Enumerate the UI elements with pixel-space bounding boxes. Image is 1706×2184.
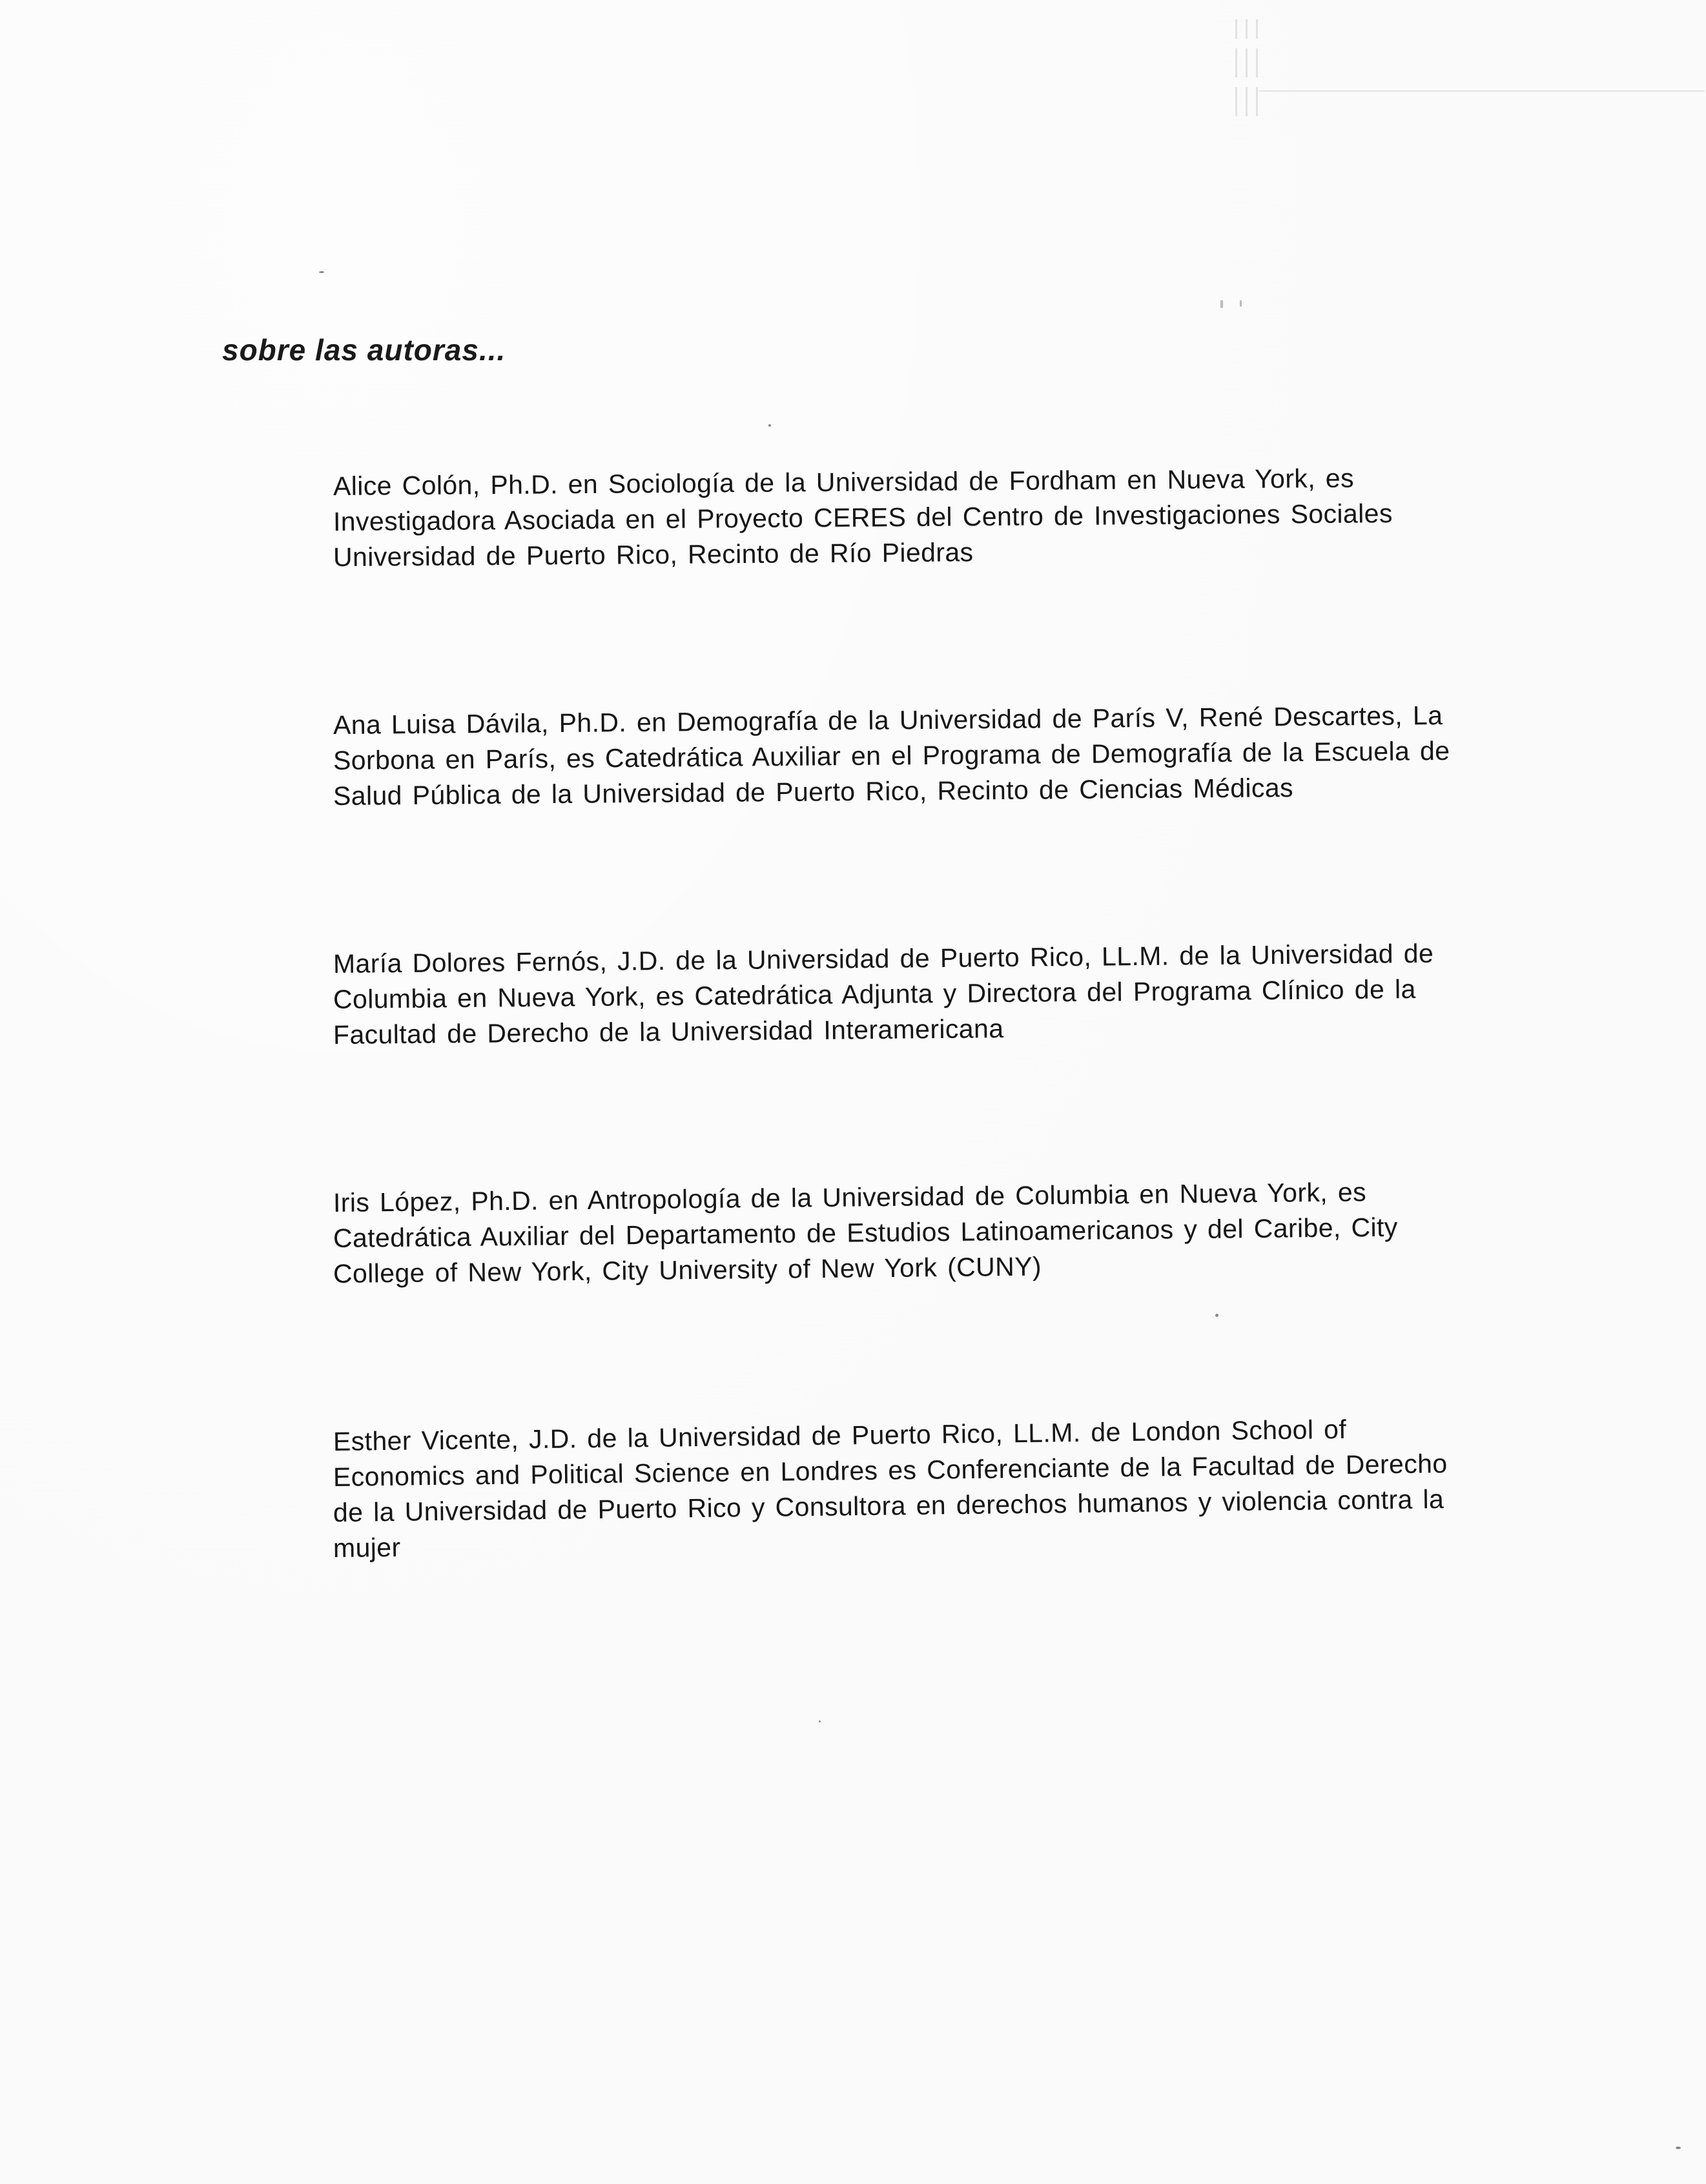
bio-line: Investigadora Asociada en el Proyecto CERES del Centro de Investigaciones Sociales: [333, 498, 1393, 536]
bio-line: Economics and Political Science en Londres es Conferenciante de la Facultad de Derecho: [333, 1448, 1448, 1492]
bio-line: Salud Pública de la Universidad de Puerto Rico, Recinto de Ciencias Médicas: [333, 773, 1294, 811]
bio-line: Universidad de Puerto Rico, Recinto de Río Piedras: [333, 537, 974, 572]
author-bios: [333, 463, 1528, 1699]
scan-speck: [1676, 2147, 1681, 2149]
bio-line: College of New York, City University of New York (CUNY): [333, 1251, 1042, 1289]
bio-paragraph: [333, 938, 1528, 1053]
bio-paragraph: [333, 1177, 1528, 1292]
bio-line: Esther Vicente, J.D. de la Universidad de Puerto Rico, LL.M. de London School of: [333, 1414, 1347, 1456]
bio-line: Columbia en Nueva York, es Catedrática Adjunta y Directora del Programa Clínico de la: [333, 974, 1416, 1014]
bio-line: Iris López, Ph.D. en Antropología de la Universidad de Columbia en Nueva York, es: [333, 1177, 1367, 1218]
bio-line: María Dolores Fernós, J.D. de la Universidad de Puerto Rico, LL.M. de la Universidad de: [333, 938, 1434, 979]
bio-line: mujer: [333, 1532, 401, 1563]
bio-line: Catedrática Auxiliar del Departamento de Estudios Latinoamericanos y del Caribe, City: [333, 1212, 1398, 1253]
bio-paragraph: [333, 463, 1528, 575]
bio-line: Facultad de Derecho de la Universidad Interamericana: [333, 1014, 1004, 1050]
scan-artifact: [1230, 19, 1269, 116]
bio-line: Alice Colón, Ph.D. en Sociología de la Universidad de Fordham en Nueva York, es: [333, 463, 1355, 501]
bio-paragraph: [333, 1414, 1528, 1566]
scan-speck: [319, 271, 324, 273]
bio-paragraph: [333, 700, 1528, 814]
bio-line: Sorbona en París, es Catedrática Auxiliar en el Programa de Demografía de la Escuela de: [333, 735, 1450, 775]
scan-speck: [1220, 300, 1223, 308]
scan-speck: [1215, 1314, 1218, 1317]
bio-line: Ana Luisa Dávila, Ph.D. en Demografía de la Universidad de París V, René Descartes, La: [333, 700, 1443, 740]
scan-speck: [768, 424, 771, 427]
scan-edge-line: [1259, 90, 1705, 92]
scan-speck: [819, 1720, 821, 1722]
bio-line: de la Universidad de Puerto Rico y Consultora en derechos humanos y violencia contra la: [333, 1484, 1444, 1527]
scan-speck: [1240, 300, 1242, 307]
page-heading: sobre las autoras...: [222, 333, 506, 367]
